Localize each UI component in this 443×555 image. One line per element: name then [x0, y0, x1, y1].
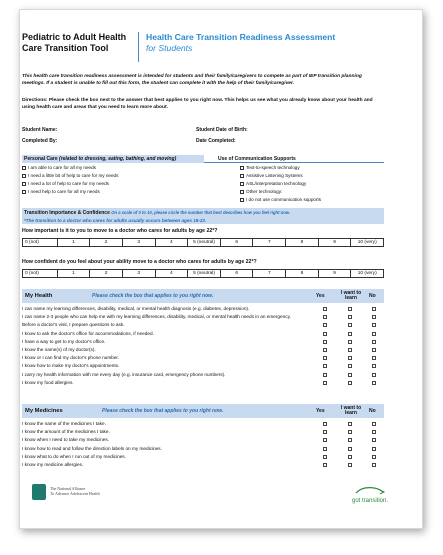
checkbox-learn[interactable] — [348, 307, 352, 311]
my-medicines-table — [22, 421, 384, 470]
table-row: I know to ask the doctor's office for accommodations, if needed. — [22, 331, 384, 339]
personal-care-option-2[interactable]: I need a little bit of help to care for my needs — [22, 173, 118, 179]
checkbox-no[interactable] — [372, 447, 376, 451]
checkbox-no[interactable] — [372, 422, 376, 426]
checkbox-learn[interactable] — [348, 364, 352, 368]
footer — [32, 484, 392, 508]
checkbox-yes[interactable] — [323, 422, 327, 426]
comm-option-3[interactable]: ASL/interpretation technology — [240, 181, 306, 187]
scale-option[interactable]: 1 — [58, 270, 91, 277]
page-subtitle: for Students — [146, 43, 193, 53]
tool-title — [22, 32, 132, 54]
col-yes: Yes — [316, 408, 325, 414]
table-row: I know the amount of the medicines I take. — [22, 429, 384, 437]
checkbox-learn[interactable] — [348, 332, 352, 336]
checkbox-yes[interactable] — [323, 438, 327, 442]
checkbox-no[interactable] — [372, 323, 376, 327]
my-medicines-hint: Please check the box that applies to you right now. — [102, 408, 224, 414]
checkbox-no[interactable] — [372, 430, 376, 434]
checkbox-learn[interactable] — [348, 455, 352, 459]
scale-option[interactable]: 10 (very) — [357, 240, 377, 245]
alliance-name: The National Alliance To Advance Adolescent Health — [50, 486, 100, 496]
checkbox-yes[interactable] — [323, 381, 327, 385]
scale-option[interactable]: 8 — [286, 239, 319, 246]
my-health-table — [22, 306, 384, 388]
table-row: I can name 2-3 people who can help me with my learning differences, disability, medical, or mental health needs in an emergency. — [22, 314, 384, 322]
comm-option-4[interactable]: Other technology: — [240, 189, 282, 195]
checkbox-no[interactable] — [372, 356, 376, 360]
table-row: I know what to do when I run out of my medicines. — [22, 454, 384, 462]
checkbox-learn[interactable] — [348, 356, 352, 360]
table-row: I know or I can find my doctor's phone number. — [22, 355, 384, 363]
checkbox-no[interactable] — [372, 315, 376, 319]
got-transition-logo-icon — [350, 484, 390, 506]
checkbox-yes[interactable] — [323, 463, 327, 467]
header — [22, 32, 392, 66]
directions-text: Directions: Please check the box next to the answer that best applies to you right now. This helps us see what you already know about your health and using health care and areas that you need to learn more about. — [22, 98, 373, 110]
table-row: I carry my health information with me every day (e.g. insurance card, emergency phone numbers). — [22, 372, 384, 380]
personal-care-option-4[interactable]: I need help to care for all my needs — [22, 189, 100, 195]
checkbox-yes[interactable] — [323, 455, 327, 459]
scale-option[interactable]: 10 (very) — [357, 271, 377, 276]
tool-title-line1: Pediatric to Adult Health — [22, 32, 127, 42]
scale-option[interactable]: 3 — [123, 270, 156, 277]
col-want-to-learn: I want to learn — [340, 290, 362, 302]
col-want-to-learn: I want to learn — [340, 405, 362, 417]
scale-option[interactable]: 0 (not) — [23, 270, 58, 277]
checkbox-no[interactable] — [372, 340, 376, 344]
table-row: I know my food allergies. — [22, 380, 384, 388]
table-row: I know how to make my doctor's appointments. — [22, 363, 384, 371]
comm-option-2[interactable]: Assistive Listening Systems — [240, 173, 303, 179]
scale-option[interactable]: 6 — [221, 239, 254, 246]
table-row: I know the name of the medicines I take. — [22, 421, 384, 429]
checkbox-learn[interactable] — [348, 348, 352, 352]
checkbox-learn[interactable] — [348, 463, 352, 467]
scale-option[interactable]: 3 — [123, 239, 156, 246]
checkbox[interactable] — [22, 166, 26, 170]
checkbox[interactable] — [22, 182, 26, 186]
care-comm-heading-row — [22, 155, 384, 163]
table-row: I have a way to get to my doctor's office. — [22, 339, 384, 347]
scale-option[interactable]: 9 — [319, 239, 352, 246]
comm-option-1[interactable]: Text-to-speech technology — [240, 165, 300, 171]
checkbox-yes[interactable] — [323, 307, 327, 311]
checkbox-no[interactable] — [372, 332, 376, 336]
alliance-logo-icon — [32, 484, 46, 500]
communication-heading: Use of Communication Supports — [218, 156, 296, 162]
checkbox-yes[interactable] — [323, 430, 327, 434]
checkbox-no[interactable] — [372, 373, 376, 377]
checkbox-no[interactable] — [372, 348, 376, 352]
transition-heading: Transition Importance & Confidence On a scale of 0 to 10, please circle the number that best describes how you feel right now. *The transition to a doctor who cares for adults usually occurs between ages 18-22. — [22, 208, 384, 224]
checkbox-yes[interactable] — [323, 323, 327, 327]
checkbox-no[interactable] — [372, 463, 376, 467]
scale-option[interactable]: 5 (neutral) — [188, 239, 221, 246]
importance-scale[interactable] — [22, 238, 384, 247]
page-shadow — [22, 529, 420, 537]
table-row: I know how to read and follow the direction labels on my medicines. — [22, 446, 384, 454]
checkbox-learn[interactable] — [348, 381, 352, 385]
scale-option[interactable]: 6 — [221, 270, 254, 277]
checkbox-yes[interactable] — [323, 356, 327, 360]
checkbox[interactable] — [240, 174, 244, 178]
checkbox[interactable] — [22, 190, 26, 194]
personal-care-option-1[interactable]: I am able to care for all my needs — [22, 165, 96, 171]
checkbox-learn[interactable] — [348, 373, 352, 377]
checkbox-learn[interactable] — [348, 315, 352, 319]
completed-by-field[interactable]: Completed By: — [22, 138, 58, 144]
my-health-header — [22, 289, 384, 303]
checkbox-yes[interactable] — [323, 332, 327, 336]
scale-option[interactable]: 9 — [319, 270, 352, 277]
col-no: No — [369, 293, 376, 299]
scale-option[interactable]: 0 (not) — [23, 239, 58, 246]
intro-text: This health care transition readiness assessment is intended for students and their family/caregivers to compete as part of IEP transition planning meetings. If a student is unable to fill out this form, the student can complete it with the help of their family/caregiver. — [22, 74, 362, 86]
table-row: I know the name(s) of my doctor(s). — [22, 347, 384, 355]
checkbox-no[interactable] — [372, 455, 376, 459]
checkbox[interactable] — [22, 174, 26, 178]
importance-question: How important is it to you to move to a doctor who cares for adults by age 22*? — [22, 228, 218, 234]
checkbox-no[interactable] — [372, 364, 376, 368]
page-title: Health Care Transition Readiness Assessment — [146, 32, 336, 42]
checkbox-learn[interactable] — [348, 422, 352, 426]
confidence-question: How confident do you feel about your ability move to a doctor who cares for adults by age 22*? — [22, 259, 257, 265]
scale-option[interactable]: 7 — [253, 270, 286, 277]
checkbox-learn[interactable] — [348, 430, 352, 434]
checkbox-yes[interactable] — [323, 340, 327, 344]
table-row: I know my medicine allergies. — [22, 462, 384, 470]
checkbox-learn[interactable] — [348, 323, 352, 327]
scale-option[interactable]: 4 — [156, 270, 189, 277]
my-medicines-title: My Medicines — [25, 408, 63, 414]
tool-title-line2: Care Transition Tool — [22, 43, 109, 53]
table-row: Before a doctor's visit, I prepare questions to ask. — [22, 322, 384, 330]
scale-option[interactable]: 1 — [58, 239, 91, 246]
scale-option[interactable]: 8 — [286, 270, 319, 277]
col-no: No — [369, 408, 376, 414]
checkbox-yes[interactable] — [323, 315, 327, 319]
personal-care-heading: Personal Care (related to dressing, eating, bathing, and moving) — [22, 155, 204, 163]
scale-option[interactable]: 7 — [253, 239, 286, 246]
checkbox-yes[interactable] — [323, 447, 327, 451]
checkbox-yes[interactable] — [323, 373, 327, 377]
comm-option-5[interactable]: I do not use communication supports — [240, 197, 321, 203]
checkbox[interactable] — [240, 198, 244, 202]
header-divider — [138, 32, 139, 62]
checkbox-no[interactable] — [372, 381, 376, 385]
table-row: I can name my learning differences, disability, medical, or mental health diagnosis (e.g. diabetes, depression). — [22, 306, 384, 314]
table-row: I know when I need to take my medicines. — [22, 437, 384, 445]
scale-option[interactable]: 5 (neutral) — [188, 270, 221, 277]
checkbox[interactable] — [240, 182, 244, 186]
confidence-scale[interactable] — [22, 269, 384, 278]
scale-option[interactable]: 2 — [90, 270, 123, 277]
dob-field[interactable]: Student Date of Birth: — [196, 127, 248, 133]
checkbox-learn[interactable] — [348, 447, 352, 451]
student-name-field[interactable]: Student Name: — [22, 127, 58, 133]
my-medicines-header — [22, 404, 384, 418]
transition-note: *The transition to a doctor who cares for adults usually occurs between ages 18-22. — [24, 218, 207, 223]
scale-option[interactable]: 4 — [156, 239, 189, 246]
my-health-hint: Please check the box that applies to you right now. — [92, 293, 214, 299]
checkbox-learn[interactable] — [348, 438, 352, 442]
date-completed-field[interactable]: Date Completed: — [196, 138, 236, 144]
checkbox[interactable] — [240, 166, 244, 170]
assessment-title — [146, 32, 386, 54]
checkbox-yes[interactable] — [323, 348, 327, 352]
checkbox[interactable] — [240, 190, 244, 194]
checkbox-learn[interactable] — [348, 340, 352, 344]
scale-option[interactable]: 2 — [90, 239, 123, 246]
personal-care-option-3[interactable]: I need a lot of help to care for my needs — [22, 181, 109, 187]
checkbox-yes[interactable] — [323, 364, 327, 368]
checkbox-no[interactable] — [372, 438, 376, 442]
checkbox-no[interactable] — [372, 307, 376, 311]
my-health-title: My Health — [25, 293, 53, 299]
brand-text: got transition. — [351, 498, 389, 504]
col-yes: Yes — [316, 293, 325, 299]
